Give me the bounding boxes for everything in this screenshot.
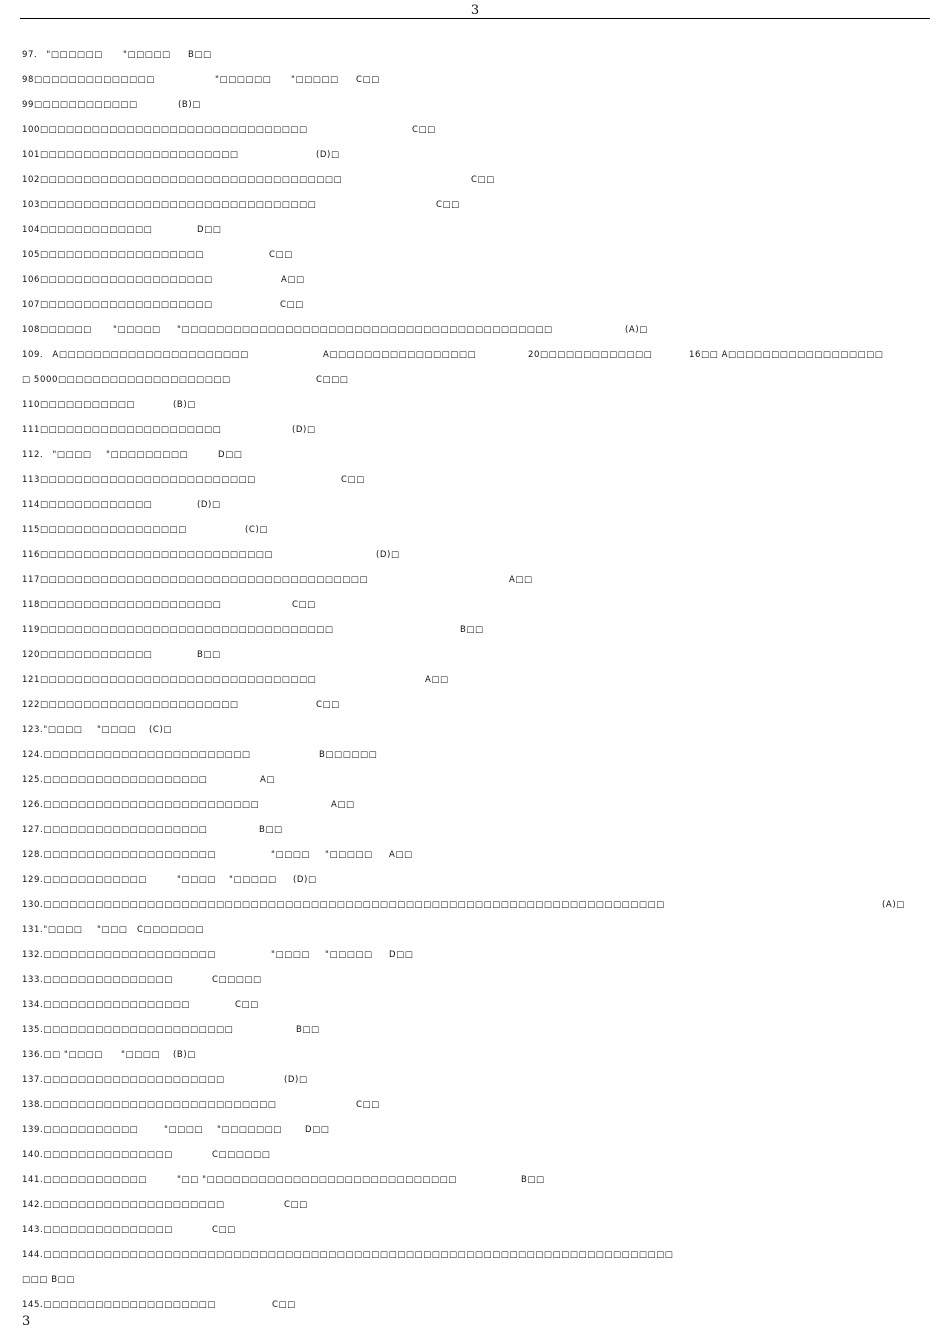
question-segment: B□□ bbox=[259, 825, 283, 835]
question-text: 123."□□□□ bbox=[22, 725, 83, 735]
question-text: 101□□□□□□□□□□□□□□□□□□□□□□□ bbox=[22, 150, 239, 160]
question-segment: 20□□□□□□□□□□□□□ bbox=[528, 350, 653, 360]
question-segment: "□□□□ bbox=[121, 1050, 161, 1060]
question-text: 116□□□□□□□□□□□□□□□□□□□□□□□□□□□ bbox=[22, 550, 274, 560]
question-text: 138.□□□□□□□□□□□□□□□□□□□□□□□□□□□ bbox=[22, 1100, 277, 1110]
question-text: 140.□□□□□□□□□□□□□□□ bbox=[22, 1150, 173, 1160]
question-text: 107□□□□□□□□□□□□□□□□□□□□ bbox=[22, 300, 213, 310]
question-text: 103□□□□□□□□□□□□□□□□□□□□□□□□□□□□□□□□ bbox=[22, 200, 317, 210]
question-segment: C□□ bbox=[356, 75, 380, 85]
question-segment: (C)□ bbox=[245, 525, 268, 535]
question-line bbox=[0, 123, 950, 137]
question-text: □□□ B□□ bbox=[22, 1275, 75, 1285]
question-segment: "□□□□□□□□□□□□□□□□□□□□□□□□□□□□□□□□□□□□□□□□□□□ bbox=[177, 325, 553, 335]
question-text: 144.□□□□□□□□□□□□□□□□□□□□□□□□□□□□□□□□□□□□□□□□□□□□□□□□□□□□□□□□□□□□□□□□□□□□□□□□□ bbox=[22, 1250, 674, 1260]
question-segment: C□□ bbox=[284, 1200, 308, 1210]
question-line bbox=[0, 1073, 950, 1087]
question-line bbox=[0, 173, 950, 187]
question-segment: C□□ bbox=[269, 250, 293, 260]
question-text: 111□□□□□□□□□□□□□□□□□□□□□ bbox=[22, 425, 222, 435]
question-segment: "□□□□□ bbox=[229, 875, 277, 885]
question-text: 130.□□□□□□□□□□□□□□□□□□□□□□□□□□□□□□□□□□□□□□□□□□□□□□□□□□□□□□□□□□□□□□□□□□□□□□□□ bbox=[22, 900, 665, 910]
question-text: 98□□□□□□□□□□□□□□ bbox=[22, 75, 155, 85]
question-line bbox=[0, 373, 950, 387]
question-line bbox=[0, 648, 950, 662]
question-line bbox=[0, 498, 950, 512]
question-text: 105□□□□□□□□□□□□□□□□□□□ bbox=[22, 250, 205, 260]
question-text: 129.□□□□□□□□□□□□ bbox=[22, 875, 147, 885]
question-segment: B□□ bbox=[188, 50, 212, 60]
question-text: □ 5000□□□□□□□□□□□□□□□□□□□□ bbox=[22, 375, 231, 385]
question-text: 97． "□□□□□□ bbox=[22, 50, 103, 60]
page-number-top: 3 bbox=[470, 3, 480, 18]
question-segment: D□□ bbox=[305, 1125, 330, 1135]
question-segment: "□□□□□ bbox=[325, 850, 373, 860]
header-rule bbox=[20, 18, 930, 19]
question-line bbox=[0, 1298, 950, 1312]
question-segment: (D)□ bbox=[284, 1075, 308, 1085]
question-text: 137.□□□□□□□□□□□□□□□□□□□□□ bbox=[22, 1075, 225, 1085]
question-text: 128.□□□□□□□□□□□□□□□□□□□□ bbox=[22, 850, 216, 860]
question-segment: (D)□ bbox=[292, 425, 316, 435]
question-segment: B□□ bbox=[521, 1175, 545, 1185]
question-line bbox=[0, 73, 950, 87]
question-segment: C□□□□□□ bbox=[212, 1150, 271, 1160]
question-line bbox=[0, 273, 950, 287]
question-line bbox=[0, 1098, 950, 1112]
question-text: 99□□□□□□□□□□□□ bbox=[22, 100, 138, 110]
question-line bbox=[0, 698, 950, 712]
question-line bbox=[0, 548, 950, 562]
question-text: 139.□□□□□□□□□□□ bbox=[22, 1125, 139, 1135]
question-segment: "□□□□ bbox=[97, 725, 137, 735]
question-segment: C□□ bbox=[292, 600, 316, 610]
question-text: 125.□□□□□□□□□□□□□□□□□□□ bbox=[22, 775, 208, 785]
question-text: 109． A□□□□□□□□□□□□□□□□□□□□□□ bbox=[22, 350, 249, 360]
question-segment: "□□□□□□□ bbox=[217, 1125, 282, 1135]
question-line bbox=[0, 473, 950, 487]
question-text: 136.□□ "□□□□ bbox=[22, 1050, 103, 1060]
question-line bbox=[0, 423, 950, 437]
question-segment: A□□ bbox=[509, 575, 533, 585]
question-text: 127.□□□□□□□□□□□□□□□□□□□ bbox=[22, 825, 208, 835]
question-text: 120□□□□□□□□□□□□□ bbox=[22, 650, 153, 660]
question-line bbox=[0, 623, 950, 637]
question-segment: (D)□ bbox=[197, 500, 221, 510]
question-segment: (D)□ bbox=[316, 150, 340, 160]
question-text: 134.□□□□□□□□□□□□□□□□□ bbox=[22, 1000, 191, 1010]
question-line bbox=[0, 573, 950, 587]
question-segment: 16□□ A□□□□□□□□□□□□□□□□□□ bbox=[689, 350, 884, 360]
question-segment: A□□ bbox=[425, 675, 449, 685]
question-segment: "□□□□□ bbox=[325, 950, 373, 960]
question-segment: C□□ bbox=[436, 200, 460, 210]
question-line bbox=[0, 598, 950, 612]
question-line bbox=[0, 798, 950, 812]
question-line bbox=[0, 1273, 950, 1287]
question-line bbox=[0, 673, 950, 687]
question-text: 132.□□□□□□□□□□□□□□□□□□□□ bbox=[22, 950, 216, 960]
question-text: 100□□□□□□□□□□□□□□□□□□□□□□□□□□□□□□□ bbox=[22, 125, 308, 135]
question-segment: C□□ bbox=[316, 700, 340, 710]
question-text: 122□□□□□□□□□□□□□□□□□□□□□□□ bbox=[22, 700, 239, 710]
question-line bbox=[0, 948, 950, 962]
question-line bbox=[0, 48, 950, 62]
question-segment: "□□□□ bbox=[271, 850, 311, 860]
question-line bbox=[0, 723, 950, 737]
question-line bbox=[0, 1023, 950, 1037]
question-line bbox=[0, 1223, 950, 1237]
question-segment: C□□□□□ bbox=[212, 975, 262, 985]
question-line bbox=[0, 1123, 950, 1137]
question-segment: B□□ bbox=[460, 625, 484, 635]
question-line bbox=[0, 223, 950, 237]
question-line bbox=[0, 148, 950, 162]
question-line bbox=[0, 1198, 950, 1212]
page-number-bottom: 3 bbox=[22, 1314, 31, 1329]
question-line bbox=[0, 898, 950, 912]
question-segment: D□□ bbox=[197, 225, 222, 235]
question-segment: D□□ bbox=[218, 450, 243, 460]
question-segment: B□□□□□□ bbox=[319, 750, 378, 760]
question-line bbox=[0, 198, 950, 212]
question-segment: C□□ bbox=[356, 1100, 380, 1110]
question-text: 126.□□□□□□□□□□□□□□□□□□□□□□□□□ bbox=[22, 800, 260, 810]
question-line bbox=[0, 523, 950, 537]
question-segment: "□□ "□□□□□□□□□□□□□□□□□□□□□□□□□□□□□ bbox=[177, 1175, 457, 1185]
question-text: 145.□□□□□□□□□□□□□□□□□□□□ bbox=[22, 1300, 216, 1310]
question-text: 104□□□□□□□□□□□□□ bbox=[22, 225, 153, 235]
question-text: 108□□□□□□ bbox=[22, 325, 92, 335]
question-segment: A□□ bbox=[331, 800, 355, 810]
question-segment: A□□ bbox=[281, 275, 305, 285]
question-segment: (B)□ bbox=[173, 400, 196, 410]
question-segment: (D)□ bbox=[376, 550, 400, 560]
question-text: 118□□□□□□□□□□□□□□□□□□□□□ bbox=[22, 600, 222, 610]
question-line bbox=[0, 348, 950, 362]
question-segment: "□□□□□ bbox=[113, 325, 161, 335]
question-text: 131."□□□□ bbox=[22, 925, 83, 935]
question-segment: (A)□ bbox=[882, 900, 905, 910]
question-line bbox=[0, 1048, 950, 1062]
question-segment: A□□□□□□□□□□□□□□□□□ bbox=[323, 350, 477, 360]
question-segment: D□□ bbox=[389, 950, 414, 960]
question-segment: C□□□ bbox=[316, 375, 349, 385]
question-segment: (C)□ bbox=[149, 725, 172, 735]
question-segment: "□□□□□□□□□ bbox=[106, 450, 189, 460]
question-segment: "□□□□□ bbox=[291, 75, 339, 85]
question-segment: "□□□ bbox=[97, 925, 128, 935]
question-line bbox=[0, 448, 950, 462]
question-line bbox=[0, 848, 950, 862]
question-line bbox=[0, 98, 950, 112]
question-segment: C□□ bbox=[235, 1000, 259, 1010]
question-segment: C□□ bbox=[272, 1300, 296, 1310]
question-segment: "□□□□□ bbox=[123, 50, 171, 60]
question-text: 113□□□□□□□□□□□□□□□□□□□□□□□□□ bbox=[22, 475, 256, 485]
question-segment: C□□ bbox=[280, 300, 304, 310]
question-line bbox=[0, 873, 950, 887]
question-text: 102□□□□□□□□□□□□□□□□□□□□□□□□□□□□□□□□□□□ bbox=[22, 175, 343, 185]
question-text: 135.□□□□□□□□□□□□□□□□□□□□□□ bbox=[22, 1025, 234, 1035]
question-text: 142.□□□□□□□□□□□□□□□□□□□□□ bbox=[22, 1200, 225, 1210]
question-line bbox=[0, 1173, 950, 1187]
question-segment: (D)□ bbox=[293, 875, 317, 885]
question-segment: C□□ bbox=[412, 125, 436, 135]
question-line bbox=[0, 748, 950, 762]
question-text: 141.□□□□□□□□□□□□ bbox=[22, 1175, 147, 1185]
question-text: 115□□□□□□□□□□□□□□□□□ bbox=[22, 525, 187, 535]
question-text: 106□□□□□□□□□□□□□□□□□□□□ bbox=[22, 275, 213, 285]
question-text: 112． "□□□□ bbox=[22, 450, 92, 460]
question-segment: (B)□ bbox=[173, 1050, 196, 1060]
question-line bbox=[0, 923, 950, 937]
question-segment: C□□ bbox=[341, 475, 365, 485]
question-line bbox=[0, 823, 950, 837]
question-text: 143.□□□□□□□□□□□□□□□ bbox=[22, 1225, 173, 1235]
question-line bbox=[0, 323, 950, 337]
question-text: 124.□□□□□□□□□□□□□□□□□□□□□□□□ bbox=[22, 750, 251, 760]
question-text: 119□□□□□□□□□□□□□□□□□□□□□□□□□□□□□□□□□□ bbox=[22, 625, 334, 635]
question-line bbox=[0, 773, 950, 787]
question-segment: C□□ bbox=[212, 1225, 236, 1235]
question-line bbox=[0, 973, 950, 987]
question-line bbox=[0, 248, 950, 262]
question-segment: "□□□□□□ bbox=[215, 75, 272, 85]
question-segment: A□ bbox=[260, 775, 276, 785]
question-segment: (A)□ bbox=[625, 325, 648, 335]
question-text: 121□□□□□□□□□□□□□□□□□□□□□□□□□□□□□□□□ bbox=[22, 675, 317, 685]
question-segment: B□□ bbox=[197, 650, 221, 660]
question-line bbox=[0, 998, 950, 1012]
question-text: 114□□□□□□□□□□□□□ bbox=[22, 500, 153, 510]
question-segment: C□□□□□□□ bbox=[137, 925, 204, 935]
question-segment: C□□ bbox=[471, 175, 495, 185]
question-segment: A□□ bbox=[389, 850, 413, 860]
question-line bbox=[0, 1148, 950, 1162]
question-text: 110□□□□□□□□□□□ bbox=[22, 400, 135, 410]
question-line bbox=[0, 1248, 950, 1262]
question-line bbox=[0, 398, 950, 412]
question-text: 133.□□□□□□□□□□□□□□□ bbox=[22, 975, 173, 985]
question-segment: "□□□□ bbox=[177, 875, 217, 885]
question-text: 117□□□□□□□□□□□□□□□□□□□□□□□□□□□□□□□□□□□□□□ bbox=[22, 575, 369, 585]
question-segment: B□□ bbox=[296, 1025, 320, 1035]
question-segment: "□□□□ bbox=[164, 1125, 204, 1135]
question-segment: "□□□□ bbox=[271, 950, 311, 960]
question-line bbox=[0, 298, 950, 312]
question-segment: (B)□ bbox=[178, 100, 201, 110]
